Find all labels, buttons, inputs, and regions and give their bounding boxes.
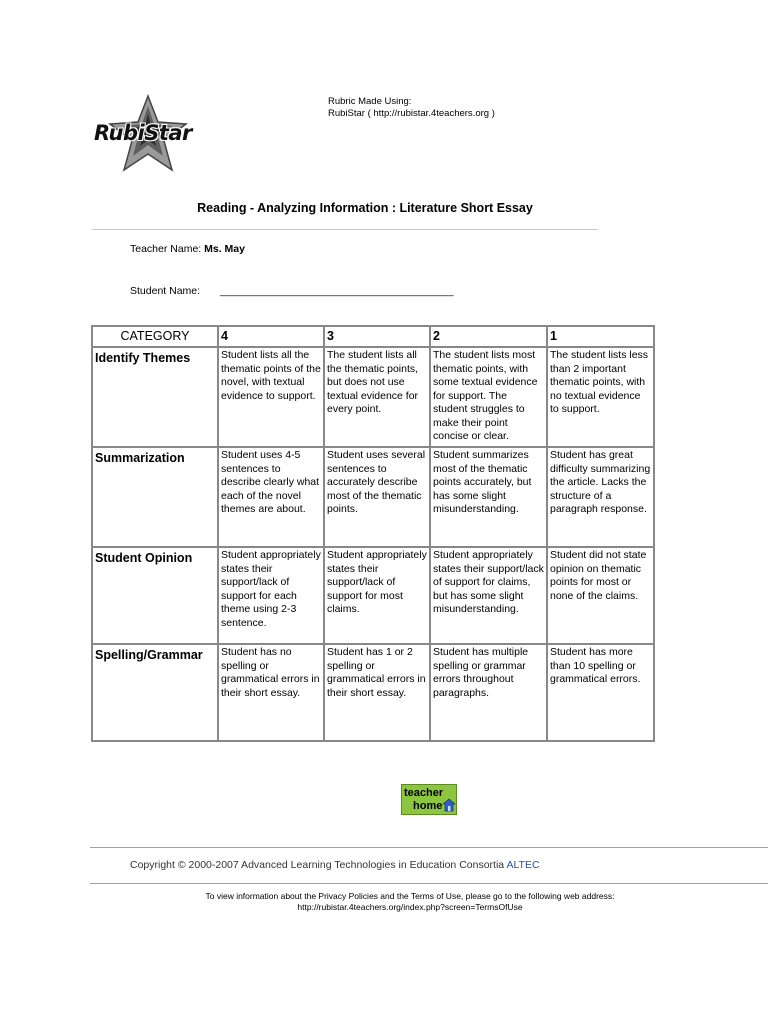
made-using-url: RubiStar ( http://rubistar.4teachers.org ) [328,108,495,119]
title-divider [92,229,598,230]
copyright-text [130,859,540,871]
table-row [92,347,654,447]
rubric-cell: Student lists all the thematic points of the novel, with textual evidence to support. [218,347,324,447]
level-header: 4 [218,326,324,347]
rubric-cell: Student has no spelling or grammatical errors in their short essay. [218,644,324,741]
rubric-cell: Student appropriately states their support/lack of support for each theme using 2-3 sentence. [218,547,324,644]
table-row [92,644,654,741]
table-row [92,547,654,644]
teacher-name-label: Teacher Name: [130,243,202,255]
rubric-cell: Student has 1 or 2 spelling or grammatical errors in their short essay. [324,644,430,741]
table-row [92,447,654,547]
rubric-cell: Student did not state opinion on thematic points for most or none of the claims. [547,547,654,644]
rubric-cell: Student has great difficulty summarizing the article. Lacks the structure of a paragraph response. [547,447,654,547]
row-category: Summarization [92,447,218,547]
rubric-cell: Student uses several sentences to accurately describe most of the thematic points. [324,447,430,547]
level-header: 3 [324,326,430,347]
house-icon [442,798,456,812]
terms-url: http://rubistar.4teachers.org/index.php?screen=TermsOfUse [297,902,523,912]
rubistar-logo [92,94,196,174]
category-header: CATEGORY [92,326,218,347]
teacher-home-button[interactable] [401,784,457,815]
footer-divider-bottom [90,883,768,884]
rubric-made-using [328,96,495,120]
rubric-cell: Student summarizes most of the thematic points accurately, but has some slight misunderstanding. [430,447,547,547]
altec-link[interactable]: ALTEC [506,859,540,871]
row-category: Spelling/Grammar [92,644,218,741]
rubric-header-row [92,326,654,347]
rubric-cell: Student has more than 10 spelling or grammatical errors. [547,644,654,741]
terms-text: To view information about the Privacy Policies and the Terms of Use, please go to the following web address: [205,891,615,901]
student-name-row [130,285,454,297]
rubric-cell: The student lists most thematic points, with some textual evidence for support. The student struggles to make their point concise or clear. [430,347,547,447]
rubric-cell: Student appropriately states their support/lack of support for claims, but has some slight misunderstanding. [430,547,547,644]
student-name-label: Student Name: [130,285,201,297]
rubric-cell: The student lists less than 2 important thematic points, with no textual evidence to support. [547,347,654,447]
level-header: 2 [430,326,547,347]
student-name-blank: ________________________________________ [220,285,454,297]
rubric-cell: Student appropriately states their support/lack of support for most claims. [324,547,430,644]
copyright-label: Copyright © 2000-2007 Advanced Learning Technologies in Education Consortia [130,859,505,871]
level-header: 1 [547,326,654,347]
teacher-home-label-line2: home [413,800,443,812]
rubric-cell: Student uses 4-5 sentences to describe clearly what each of the novel themes are about. [218,447,324,547]
rubric-cell: The student lists all the thematic points, but does not use textual evidence for every point. [324,347,430,447]
footer-divider-top [90,847,768,848]
teacher-name-row [130,243,245,255]
teacher-name-value: Ms. May [204,243,245,255]
made-using-label: Rubric Made Using: [328,96,412,107]
rubric-cell: Student has multiple spelling or grammar errors throughout paragraphs. [430,644,547,741]
logo-wordmark: RubiStar [94,121,192,145]
terms-notice [150,891,670,913]
row-category: Identify Themes [92,347,218,447]
page-title: Reading - Analyzing Information : Literature Short Essay [197,201,533,215]
teacher-home-label-line1: teacher [404,787,444,799]
row-category: Student Opinion [92,547,218,644]
rubric-table [91,325,655,742]
